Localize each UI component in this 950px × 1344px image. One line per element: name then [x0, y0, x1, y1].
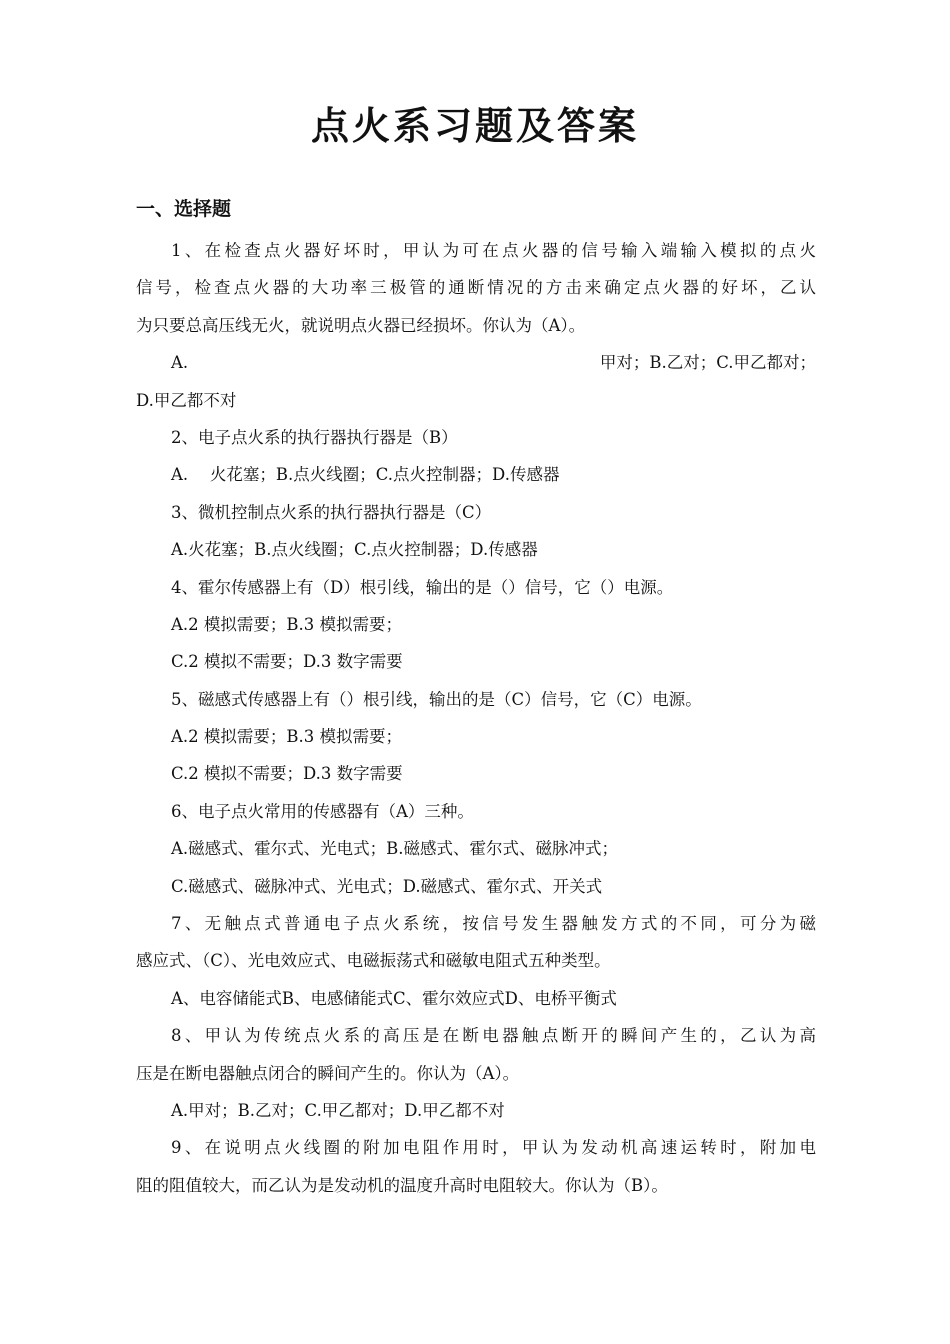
question-5-options-1: A.2 模拟需要；B.3 模拟需要； [171, 727, 403, 747]
question-4: 4、霍尔传感器上有（D）根引线，输出的是（）信号，它（）电源。 [171, 577, 674, 597]
question-1-line-1: 1、在检查点火器好坏时，甲认为可在点火器的信号输入端输入模拟的点火 [171, 241, 816, 260]
section-heading: 一、选择题 [136, 198, 232, 220]
question-1-options-rest: 甲对；B.乙对；C.甲乙都对； [599, 353, 816, 373]
document-body [136, 232, 816, 1204]
question-1-options [136, 344, 816, 381]
question-7-options: A、电容储能式B、电感储能式C、霍尔效应式D、电桥平衡式 [171, 988, 617, 1008]
question-1-line-2: 信号，检查点火器的大功率三极管的通断情况的方击来确定点火器的好坏，乙认 [136, 278, 816, 298]
question-8-line-2: 压是在断电器触点闭合的瞬间产生的。你认为（A）。 [136, 1063, 520, 1083]
question-6-options-1: A.磁感式、霍尔式、光电式；B.磁感式、霍尔式、磁脉冲式； [171, 839, 619, 859]
question-6: 6、电子点火常用的传感器有（A）三种。 [171, 801, 474, 821]
question-1-line-3: 为只要总高压线无火，就说明点火器已经损坏。你认为（A）。 [136, 315, 586, 335]
question-2: 2、电子点火系的执行器执行器是（B） [171, 427, 458, 447]
question-3-options: A.火花塞；B.点火线圈；C.点火控制器；D.传感器 [171, 540, 538, 560]
question-8-options: A.甲对；B.乙对；C.甲乙都对；D.甲乙都不对 [171, 1100, 505, 1120]
question-2-options: A. 火花塞；B.点火线圈；C.点火控制器；D.传感器 [171, 465, 560, 485]
question-4-options-2: C.2 模拟不需要；D.3 数字需要 [171, 652, 403, 672]
question-4-options-1: A.2 模拟需要；B.3 模拟需要； [171, 614, 403, 634]
question-8-line-1: 8、甲认为传统点火系的高压是在断电器触点断开的瞬间产生的，乙认为高 [171, 1026, 816, 1046]
question-7-line-1: 7、无触点式普通电子点火系统，按信号发生器触发方式的不同，可分为磁 [171, 914, 816, 934]
question-3: 3、微机控制点火系的执行器执行器是（C） [171, 502, 492, 522]
question-6-options-2: C.磁感式、磁脉冲式、光电式；D.磁感式、霍尔式、开关式 [171, 876, 603, 896]
question-1-option-d: D.甲乙都不对 [136, 390, 237, 410]
question-1-option-a: A. [171, 353, 189, 373]
question-5: 5、磁感式传感器上有（）根引线，输出的是（C）信号，它（C）电源。 [171, 689, 702, 709]
document-title: 点火系习题及答案 [310, 104, 639, 148]
question-9-line-1: 9、在说明点火线圈的附加电阻作用时，甲认为发动机高速运转时，附加电 [171, 1138, 816, 1158]
question-7-line-2: 感应式、（C）、光电效应式、电磁振荡式和磁敏电阻式五种类型。 [136, 951, 611, 971]
question-9-line-2: 阻的阻值较大，而乙认为是发动机的温度升高时电阻较大。你认为（B）。 [136, 1175, 668, 1195]
question-5-options-2: C.2 模拟不需要；D.3 数字需要 [171, 764, 403, 784]
